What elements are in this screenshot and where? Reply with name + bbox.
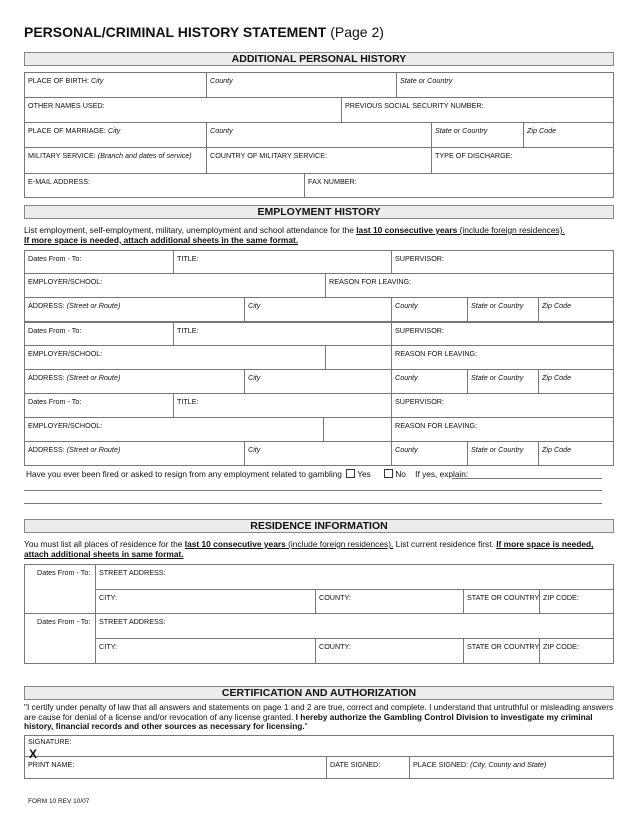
residence-1-state[interactable]: STATE OR COUNTRY: [463,590,539,613]
employment-2-reason[interactable]: REASON FOR LEAVING: [391,346,613,369]
explain-line-1[interactable] [452,478,602,479]
row-place-of-marriage [24,123,614,148]
residence-instructions: You must list all places of residence for the last 10 consecutive years (include foreign residences). List current residence first. If more space is needed, attach additional sheets in same format. [24,539,594,559]
employment-2-zip[interactable]: Zip Code [538,370,613,393]
employment-3-reason[interactable]: REASON FOR LEAVING: [391,418,613,441]
section-header-residence: RESIDENCE INFORMATION [24,519,614,533]
certification-text: "I certify under penalty of law that all answers and statements on page 1 and 2 are true, correct and complete. I understand that untruthful or misleading answers are cause for denial of a license and/or revocation of any license granted. I hereby authorize the Gambling Control Division to investigate my criminal history, financial records and other sources as necessary for licensing." [24,702,614,732]
employment-2-dates[interactable]: Dates From - To: [28,326,82,335]
employment-3-employer[interactable]: EMPLOYER/SCHOOL: [28,421,103,430]
field-email[interactable]: E-MAIL ADDRESS: [28,177,91,186]
employment-1-supervisor[interactable]: SUPERVISOR: [391,251,613,273]
field-country-military[interactable]: COUNTRY OF MILITARY SERVICE: [206,148,431,173]
residence-1-street[interactable]: STREET ADDRESS: [95,565,613,590]
employment-3-supervisor[interactable]: SUPERVISOR: [391,394,613,417]
row-other-names [24,98,614,123]
explain-line-3[interactable] [24,503,602,504]
employment-3-zip[interactable]: Zip Code [538,442,613,465]
employment-1-employer[interactable]: EMPLOYER/SCHOOL: [28,277,103,286]
employment-1-row-employer [24,274,614,298]
fired-no-checkbox[interactable] [384,469,393,478]
employment-1-address[interactable]: ADDRESS: (Street or Route) [28,301,121,310]
residence-2-street[interactable]: STREET ADDRESS: [95,614,613,639]
signature-field[interactable]: SIGNATURE: X [28,737,72,761]
employment-instructions: List employment, self-employment, military, unemployment and school attendance for the last 10 consecutive years (include foreign residences). If more space is needed, attach additional sheets in the same format. [24,225,565,245]
signature-x-mark: X [29,747,38,761]
residence-1 [24,564,614,614]
field-fax[interactable]: FAX NUMBER: [304,174,613,197]
fired-yes-checkbox[interactable] [346,469,355,478]
employment-3-address[interactable]: ADDRESS: (Street or Route) [28,445,121,454]
employment-3-state[interactable]: State or Country [467,442,538,465]
employment-2-supervisor[interactable]: SUPERVISOR: [391,323,613,345]
fired-question: Have you ever been fired or asked to resign from any employment related to gambling Yes No If yes, explain: [26,469,469,479]
employment-2-row-employer [24,346,614,370]
residence-2-city[interactable]: CITY: [95,639,315,663]
field-birth-county[interactable]: County [206,73,396,97]
employment-1-row-dates [24,250,614,274]
residence-1-dates[interactable]: Dates From - To: [37,568,91,577]
employment-2-county[interactable]: County [391,370,467,393]
section-header-certification: CERTIFICATION AND AUTHORIZATION [24,686,614,700]
employment-3-county[interactable]: County [391,442,467,465]
employment-1-zip[interactable]: Zip Code [538,298,613,321]
employment-3-spacer [323,418,391,441]
residence-2-state[interactable]: STATE OR COUNTRY: [463,639,539,663]
row-place-of-birth [24,72,614,98]
residence-2-dates[interactable]: Dates From - To: [37,617,91,626]
row-military [24,148,614,174]
row-email [24,174,614,198]
print-name-row [24,757,614,779]
employment-3-title[interactable]: TITLE: [173,394,391,417]
employment-2-employer[interactable]: EMPLOYER/SCHOOL: [28,349,103,358]
field-place-of-marriage[interactable]: PLACE OF MARRIAGE: City [28,126,121,135]
employment-1-city[interactable]: City [244,298,391,321]
residence-2-zip[interactable]: ZIP CODE: [539,639,613,663]
residence-2-county[interactable]: COUNTY: [315,639,463,663]
field-birth-state[interactable]: State or Country [396,73,613,97]
page-title: PERSONAL/CRIMINAL HISTORY STATEMENT (Page 2) [24,24,384,40]
section-header-personal: ADDITIONAL PERSONAL HISTORY [24,52,614,66]
employment-2-spacer [325,346,391,369]
field-marriage-zip[interactable]: Zip Code [523,123,613,147]
employment-3-row-address [24,442,614,466]
employment-1-state[interactable]: State or Country [467,298,538,321]
field-marriage-county[interactable]: County [206,123,431,147]
employment-1-row-address [24,298,614,322]
employment-2-address[interactable]: ADDRESS: (Street or Route) [28,373,121,382]
employment-1-dates[interactable]: Dates From - To: [28,254,82,263]
residence-1-city[interactable]: CITY: [95,590,315,613]
employment-3-row-employer [24,418,614,442]
field-marriage-state[interactable]: State or Country [431,123,523,147]
date-signed-field[interactable]: DATE SIGNED: [326,757,409,778]
employment-3-dates[interactable]: Dates From - To: [28,397,82,406]
residence-2 [24,614,614,664]
field-previous-ssn[interactable]: PREVIOUS SOCIAL SECURITY NUMBER: [341,98,613,122]
employment-2-row-dates [24,322,614,346]
field-other-names[interactable]: OTHER NAMES USED: [28,101,105,110]
section-header-employment: EMPLOYMENT HISTORY [24,205,614,219]
employment-1-county[interactable]: County [391,298,467,321]
employment-2-row-address [24,370,614,394]
employment-3-city[interactable]: City [244,442,391,465]
place-signed-field[interactable]: PLACE SIGNED: (City, County and State) [409,757,613,778]
residence-1-zip[interactable]: ZIP CODE: [539,590,613,613]
employment-3-row-dates [24,394,614,418]
employment-2-state[interactable]: State or Country [467,370,538,393]
form-footer: FORM 10 REV 10/07 [28,798,90,805]
residence-1-county[interactable]: COUNTY: [315,590,463,613]
field-military-service[interactable]: MILITARY SERVICE: (Branch and dates of service) [28,151,192,160]
employment-1-reason[interactable]: REASON FOR LEAVING: [325,274,613,297]
field-place-of-birth[interactable]: PLACE OF BIRTH: City [28,76,104,85]
print-name-field[interactable]: PRINT NAME: [28,760,75,769]
field-discharge[interactable]: TYPE OF DISCHARGE: [431,148,613,173]
employment-1-title[interactable]: TITLE: [173,251,391,273]
employment-2-title[interactable]: TITLE: [173,323,391,345]
signature-row [24,735,614,761]
employment-2-city[interactable]: City [244,370,391,393]
explain-line-2[interactable] [24,490,602,491]
